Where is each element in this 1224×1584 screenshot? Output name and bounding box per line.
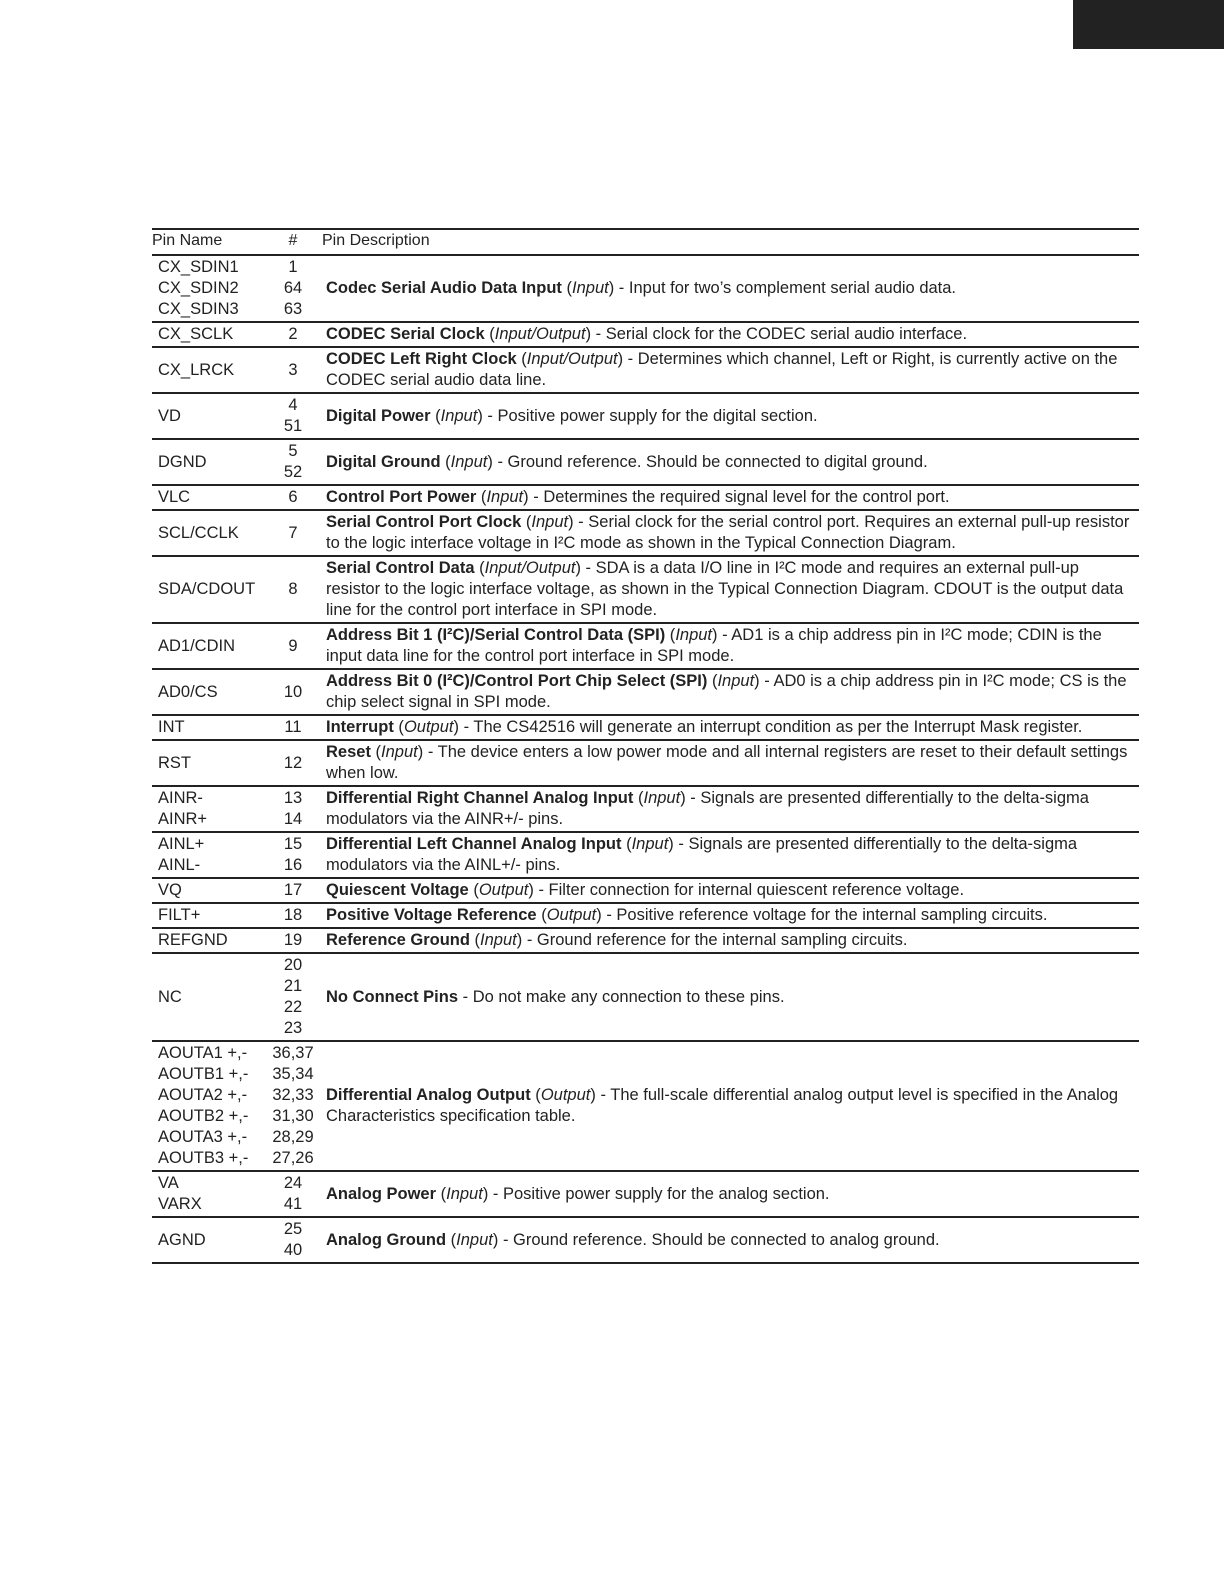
- pin-description-text: The device enters a low power mode and all internal registers are reset to their default settings when low.: [326, 743, 1128, 782]
- pin-number: 31,30: [272, 1107, 314, 1125]
- table-row: [152, 1041, 1139, 1171]
- table-row: [152, 347, 1139, 393]
- pin-description-text: Signals are presented differentially to the delta-sigma modulators via the AINR+/- pins.: [326, 789, 1089, 828]
- pin-description-cell: Address Bit 1 (I²C)/Serial Control Data (SPI) (Input) - AD1 is a chip address pin in I²C mode; CDIN is the input data line for the control port interface in SPI mode.: [322, 623, 1139, 669]
- table-row: [152, 953, 1139, 1041]
- pin-name-cell: [152, 255, 264, 322]
- pin-name: REFGND: [158, 931, 228, 949]
- separator: -: [458, 987, 473, 1006]
- table-row: [152, 485, 1139, 510]
- pin-number: 52: [283, 463, 303, 481]
- pin-name-cell: [152, 740, 264, 786]
- pin-number: 3: [288, 360, 298, 379]
- pin-number-cell: [264, 393, 322, 439]
- pin-direction: Input: [631, 835, 669, 853]
- pin-number-cell: [264, 1171, 322, 1217]
- pin-number: 16: [283, 856, 303, 874]
- pin-number-cell: [264, 1217, 322, 1263]
- pin-number-cell: [264, 878, 322, 903]
- pin-description-cell: Reference Ground (Input) - Ground reference for the internal sampling circuits.: [322, 928, 1139, 953]
- pin-name-cell: [152, 623, 264, 669]
- pin-number-cell: [264, 928, 322, 953]
- table-row: [152, 322, 1139, 347]
- pin-name: CX_LRCK: [158, 360, 235, 379]
- pin-number: 32,33: [272, 1086, 314, 1104]
- pin-number: 21: [283, 977, 303, 995]
- separator: -: [595, 1086, 611, 1104]
- pin-description-text: Filter connection for internal quiescent reference voltage.: [548, 881, 965, 899]
- pin-name: AOUTB2 +,-: [158, 1107, 249, 1125]
- pin-name-cell: [152, 485, 264, 510]
- pin-number: 14: [283, 810, 303, 828]
- pin-name-cell: [152, 393, 264, 439]
- pin-number-cell: [264, 1041, 322, 1171]
- pin-function-title: Differential Analog Output: [326, 1086, 531, 1104]
- pin-description-text: Do not make any connection to these pins.: [472, 987, 785, 1006]
- pin-description-cell: Digital Power (Input) - Positive power supply for the digital section.: [322, 393, 1139, 439]
- pin-number-cell: [264, 255, 322, 322]
- pin-number: 40: [283, 1241, 303, 1259]
- pin-name-cell: [152, 439, 264, 485]
- pin-name: AGND: [158, 1230, 206, 1249]
- pin-description-text: The full-scale differential analog output level is specified in the Analog Characteristics specification table.: [326, 1086, 1119, 1125]
- pin-number: 4: [288, 396, 298, 414]
- pin-name-cell: [152, 715, 264, 740]
- pin-name: AOUTB3 +,-: [158, 1149, 249, 1167]
- table-row: [152, 1171, 1139, 1217]
- pin-number-cell: [264, 556, 322, 623]
- pin-description-cell: Codec Serial Audio Data Input (Input) - Input for two’s complement serial audio data.: [322, 255, 1139, 322]
- pin-function-title: Serial Control Port Clock: [326, 513, 522, 531]
- separator: -: [498, 1230, 514, 1249]
- table-row: [152, 669, 1139, 715]
- pin-direction: Output: [403, 718, 454, 736]
- pin-name: CX_SDIN2: [158, 279, 239, 297]
- pin-number: 27,26: [272, 1149, 314, 1167]
- pin-description-cell: Reset (Input) - The device enters a low power mode and all internal registers are reset to their default settings when low.: [322, 740, 1139, 786]
- pin-number-cell: [264, 903, 322, 928]
- pin-name-cell: [152, 903, 264, 928]
- pin-description-cell: CODEC Left Right Clock (Input/Output) - Determines which channel, Left or Right, is currently active on the CODEC serial audio data line.: [322, 347, 1139, 393]
- pin-name: DGND: [158, 452, 207, 471]
- table-row: [152, 715, 1139, 740]
- pin-number-cell: [264, 485, 322, 510]
- table-row: [152, 786, 1139, 832]
- pin-description-text: Positive power supply for the digital section.: [497, 406, 818, 425]
- pin-direction: Input: [480, 931, 517, 949]
- pin-number: 10: [283, 682, 303, 701]
- table-row: [152, 556, 1139, 623]
- pin-number: 5: [288, 442, 298, 460]
- pin-number: 9: [288, 636, 298, 655]
- pin-direction: Input/Output: [494, 325, 586, 343]
- pin-description-text: Signals are presented differentially to the delta-sigma modulators via the AINL+/- pins.: [326, 835, 1078, 874]
- table-row: [152, 928, 1139, 953]
- pin-number: 63: [283, 300, 303, 318]
- pin-name: CX_SCLK: [158, 325, 234, 343]
- pin-number-cell: [264, 623, 322, 669]
- pin-description-text: AD0 is a chip address pin in I²C mode; CS is the chip select signal in SPI mode.: [326, 672, 1127, 711]
- separator: -: [601, 906, 617, 924]
- pin-name: AOUTA2 +,-: [158, 1086, 248, 1104]
- pin-function-title: Codec Serial Audio Data Input: [326, 279, 562, 297]
- pin-name-cell: [152, 510, 264, 556]
- pin-number: 28,29: [272, 1128, 314, 1146]
- pin-function-title: Quiescent Voltage: [326, 881, 469, 899]
- pin-name-cell: [152, 1041, 264, 1171]
- pin-direction: Input: [450, 452, 488, 471]
- pin-name: AINL-: [158, 856, 201, 874]
- pin-function-title: CODEC Left Right Clock: [326, 350, 517, 368]
- pin-name-cell: [152, 556, 264, 623]
- header-pin-name: Pin Name: [152, 231, 223, 249]
- table-row: [152, 903, 1139, 928]
- pin-function-title: Digital Ground: [326, 452, 441, 471]
- pin-direction: Input: [531, 513, 569, 531]
- pin-name: AOUTB1 +,-: [158, 1065, 249, 1083]
- pin-number-cell: [264, 322, 322, 347]
- separator: -: [717, 626, 732, 644]
- pin-name: VD: [158, 406, 181, 425]
- table-row: [152, 255, 1139, 322]
- pin-number: 25: [283, 1220, 303, 1238]
- pin-name: CX_SDIN3: [158, 300, 239, 318]
- pin-name: AD1/CDIN: [158, 636, 236, 655]
- pin-direction: Input: [440, 406, 478, 425]
- pin-number: 64: [283, 279, 303, 297]
- pin-name: AOUTA3 +,-: [158, 1128, 248, 1146]
- pin-name-cell: [152, 953, 264, 1041]
- table-row: [152, 439, 1139, 485]
- pin-direction: Output: [478, 881, 529, 899]
- separator: -: [573, 513, 589, 531]
- table-row: [152, 393, 1139, 439]
- pin-name: CX_SDIN1: [158, 258, 239, 276]
- pin-name-cell: [152, 786, 264, 832]
- pin-name: VARX: [158, 1195, 202, 1213]
- pin-name-cell: [152, 1171, 264, 1217]
- pin-description-text: The CS42516 will generate an interrupt condition as per the Interrupt Mask register.: [473, 718, 1083, 736]
- pin-number: 24: [283, 1174, 303, 1192]
- separator: -: [522, 931, 537, 949]
- separator: -: [533, 881, 549, 899]
- pin-function-title: Control Port Power: [326, 488, 477, 506]
- pin-function-title: Positive Voltage Reference: [326, 906, 537, 924]
- pin-function-title: Address Bit 1 (I²C)/Serial Control Data (SPI): [326, 626, 666, 644]
- pin-description-text: SDA is a data I/O line in I²C mode and requires an external pull-up resistor to the logic interface voltage, as shown in the Typical Connection Diagram. CDOUT is the output data line for the control port interface in SPI mode.: [326, 559, 1124, 619]
- pin-function-title: Analog Ground: [326, 1230, 447, 1249]
- pin-direction: Output: [540, 1086, 591, 1104]
- pin-name: VLC: [158, 488, 191, 506]
- pin-description-cell: CODEC Serial Clock (Input/Output) - Serial clock for the CODEC serial audio interface.: [322, 322, 1139, 347]
- pin-name: AINR-: [158, 789, 203, 807]
- pin-name-cell: [152, 669, 264, 715]
- pin-number: 2: [288, 325, 298, 343]
- pin-description-text: Ground reference. Should be connected to analog ground.: [513, 1230, 940, 1249]
- pin-number-cell: [264, 347, 322, 393]
- pin-direction: Input: [456, 1230, 493, 1249]
- separator: -: [580, 559, 596, 577]
- separator: -: [458, 718, 474, 736]
- pin-name-cell: [152, 928, 264, 953]
- pin-function-title: Serial Control Data: [326, 559, 475, 577]
- pin-direction: Input: [643, 789, 681, 807]
- pin-number: 11: [284, 718, 302, 736]
- pin-description-cell: Quiescent Voltage (Output) - Filter connection for internal quiescent reference voltage.: [322, 878, 1139, 903]
- pin-description-cell: Positive Voltage Reference (Output) - Positive reference voltage for the internal sampling circuits.: [322, 903, 1139, 928]
- pin-description-text: Input for two’s complement serial audio data.: [628, 279, 957, 297]
- pin-number: 18: [283, 906, 303, 924]
- pin-name: AINL+: [158, 835, 205, 853]
- pin-description-text: Serial clock for the CODEC serial audio interface.: [605, 325, 968, 343]
- pin-name: AINR+: [158, 810, 208, 828]
- pin-name: AOUTA1 +,-: [158, 1044, 248, 1062]
- pin-number: 36,37: [272, 1044, 314, 1062]
- pin-direction: Input: [486, 488, 524, 506]
- pin-description-cell: Digital Ground (Input) - Ground reference. Should be connected to digital ground.: [322, 439, 1139, 485]
- pin-number-cell: [264, 953, 322, 1041]
- pin-function-title: Digital Power: [326, 406, 431, 425]
- pin-description-cell: [322, 953, 1139, 1041]
- separator: -: [528, 488, 544, 506]
- pin-direction: Input/Output: [484, 559, 576, 577]
- pin-function-title: Reset: [326, 743, 371, 761]
- pin-description-text: Ground reference for the internal sampling circuits.: [536, 931, 908, 949]
- pin-number-cell: [264, 669, 322, 715]
- pin-number: 51: [283, 417, 303, 435]
- pin-function-title: No Connect Pins: [326, 987, 459, 1006]
- pin-number: 8: [288, 580, 298, 598]
- pin-name: NC: [158, 987, 182, 1006]
- pin-name: FILT+: [158, 906, 201, 924]
- pin-name-cell: [152, 347, 264, 393]
- table-row: [152, 623, 1139, 669]
- pin-direction: Input: [675, 626, 713, 644]
- pin-description-text: Determines the required signal level for the control port.: [543, 488, 950, 506]
- pin-description-text: AD1 is a chip address pin in I²C mode; CDIN is the input data line for the control port interface in SPI mode.: [326, 626, 1102, 665]
- pin-number-cell: [264, 715, 322, 740]
- pin-description-cell: Control Port Power (Input) - Determines the required signal level for the control port.: [322, 485, 1139, 510]
- header-pin-number: #: [288, 231, 298, 249]
- pin-function-title: CODEC Serial Clock: [326, 325, 485, 343]
- pin-function-title: Analog Power: [326, 1184, 437, 1203]
- pin-function-title: Interrupt: [326, 718, 394, 736]
- pin-number: 20: [283, 956, 303, 974]
- separator: -: [673, 835, 689, 853]
- pin-number-cell: [264, 740, 322, 786]
- pin-name: INT: [158, 718, 185, 736]
- pin-description-cell: Address Bit 0 (I²C)/Control Port Chip Select (SPI) (Input) - AD0 is a chip address pin in I²C mode; CS is the chip select signal in SPI mode.: [322, 669, 1139, 715]
- pin-description-cell: Analog Power (Input) - Positive power supply for the analog section.: [322, 1171, 1139, 1217]
- table-row: [152, 878, 1139, 903]
- table-row: [152, 832, 1139, 878]
- pin-direction: Input/Output: [526, 350, 618, 368]
- pin-name: VA: [158, 1174, 179, 1192]
- pin-direction: Output: [546, 906, 597, 924]
- pin-description-cell: Differential Analog Output (Output) - The full-scale differential analog output level is specified in the Analog Characteristics specification table.: [322, 1041, 1139, 1171]
- pin-description-cell: Analog Ground (Input) - Ground reference. Should be connected to analog ground.: [322, 1217, 1139, 1263]
- pin-description-text: Serial clock for the serial control port. Requires an external pull-up resistor to the logic interface voltage in I²C mode as shown in the Typical Connection Diagram.: [326, 513, 1130, 552]
- pin-number-cell: [264, 786, 322, 832]
- pin-number: 19: [283, 931, 303, 949]
- pin-number: 15: [283, 835, 303, 853]
- table-row: [152, 740, 1139, 786]
- separator: -: [591, 325, 606, 343]
- pin-number-cell: [264, 510, 322, 556]
- pin-direction: Input: [717, 672, 755, 690]
- separator: -: [685, 789, 701, 807]
- pin-number: 22: [283, 998, 303, 1016]
- header-pin-description: Pin Description: [322, 231, 430, 249]
- pin-name-cell: [152, 322, 264, 347]
- pin-name: AD0/CS: [158, 682, 218, 701]
- pin-description-text: Determines which channel, Left or Right, is currently active on the CODEC serial audio data line.: [326, 350, 1118, 389]
- pin-name: RST: [158, 753, 191, 772]
- pin-description-table: [152, 228, 1139, 1264]
- pin-number: 41: [283, 1195, 303, 1213]
- separator: -: [759, 672, 774, 690]
- table-row: [152, 1217, 1139, 1263]
- pin-description-text: Positive reference voltage for the internal sampling circuits.: [616, 906, 1048, 924]
- separator: -: [614, 279, 629, 297]
- separator: -: [423, 743, 438, 761]
- pin-description-cell: Serial Control Data (Input/Output) - SDA is a data I/O line in I²C mode and requires an external pull-up resistor to the logic interface voltage, as shown in the Typical Connection Diagram. CDOUT is the output data line for the control port interface in SPI mode.: [322, 556, 1139, 623]
- table-header-row: [152, 229, 1139, 255]
- pin-name-cell: [152, 878, 264, 903]
- pin-direction: Input: [446, 1184, 483, 1203]
- pin-number: 7: [288, 523, 298, 542]
- pin-name-cell: [152, 1217, 264, 1263]
- pin-function-title: Address Bit 0 (I²C)/Control Port Chip Select (SPI): [326, 672, 708, 690]
- pin-direction: Input: [381, 743, 418, 761]
- pin-number: 12: [283, 753, 303, 772]
- pin-number-cell: [264, 832, 322, 878]
- pin-description-cell: Serial Control Port Clock (Input) - Serial clock for the serial control port. Requires an external pull-up resistor to the logic interface voltage in I²C mode as shown in the Typical Connection Diagram.: [322, 510, 1139, 556]
- separator: -: [623, 350, 638, 368]
- separator: -: [492, 452, 508, 471]
- pin-number: 6: [288, 488, 298, 506]
- pin-function-title: Differential Left Channel Analog Input: [326, 835, 622, 853]
- pin-description-cell: Differential Left Channel Analog Input (Input) - Signals are presented differentially to the delta-sigma modulators via the AINL+/- pins.: [322, 832, 1139, 878]
- separator: -: [482, 406, 498, 425]
- pin-name: SCL/CCLK: [158, 523, 239, 542]
- pin-number: 35,34: [272, 1065, 314, 1083]
- pin-name: SDA/CDOUT: [158, 580, 256, 598]
- pin-function-title: Reference Ground: [326, 931, 470, 949]
- pin-direction: Input: [572, 279, 609, 297]
- table-row: [152, 510, 1139, 556]
- pin-description-text: Positive power supply for the analog section.: [502, 1184, 830, 1203]
- corner-tab: [1073, 0, 1224, 49]
- pin-name-cell: [152, 832, 264, 878]
- separator: -: [488, 1184, 503, 1203]
- pin-number-cell: [264, 439, 322, 485]
- pin-description-cell: Differential Right Channel Analog Input (Input) - Signals are presented differentially to the delta-sigma modulators via the AINR+/- pins.: [322, 786, 1139, 832]
- pin-description-text: Ground reference. Should be connected to digital ground.: [507, 452, 928, 471]
- pin-number: 23: [283, 1019, 303, 1037]
- pin-name: VQ: [158, 881, 182, 899]
- pin-description-cell: Interrupt (Output) - The CS42516 will generate an interrupt condition as per the Interrupt Mask register.: [322, 715, 1139, 740]
- pin-number: 13: [283, 789, 303, 807]
- pin-function-title: Differential Right Channel Analog Input: [326, 789, 634, 807]
- pin-number: 1: [288, 258, 298, 276]
- pin-number: 17: [283, 881, 303, 899]
